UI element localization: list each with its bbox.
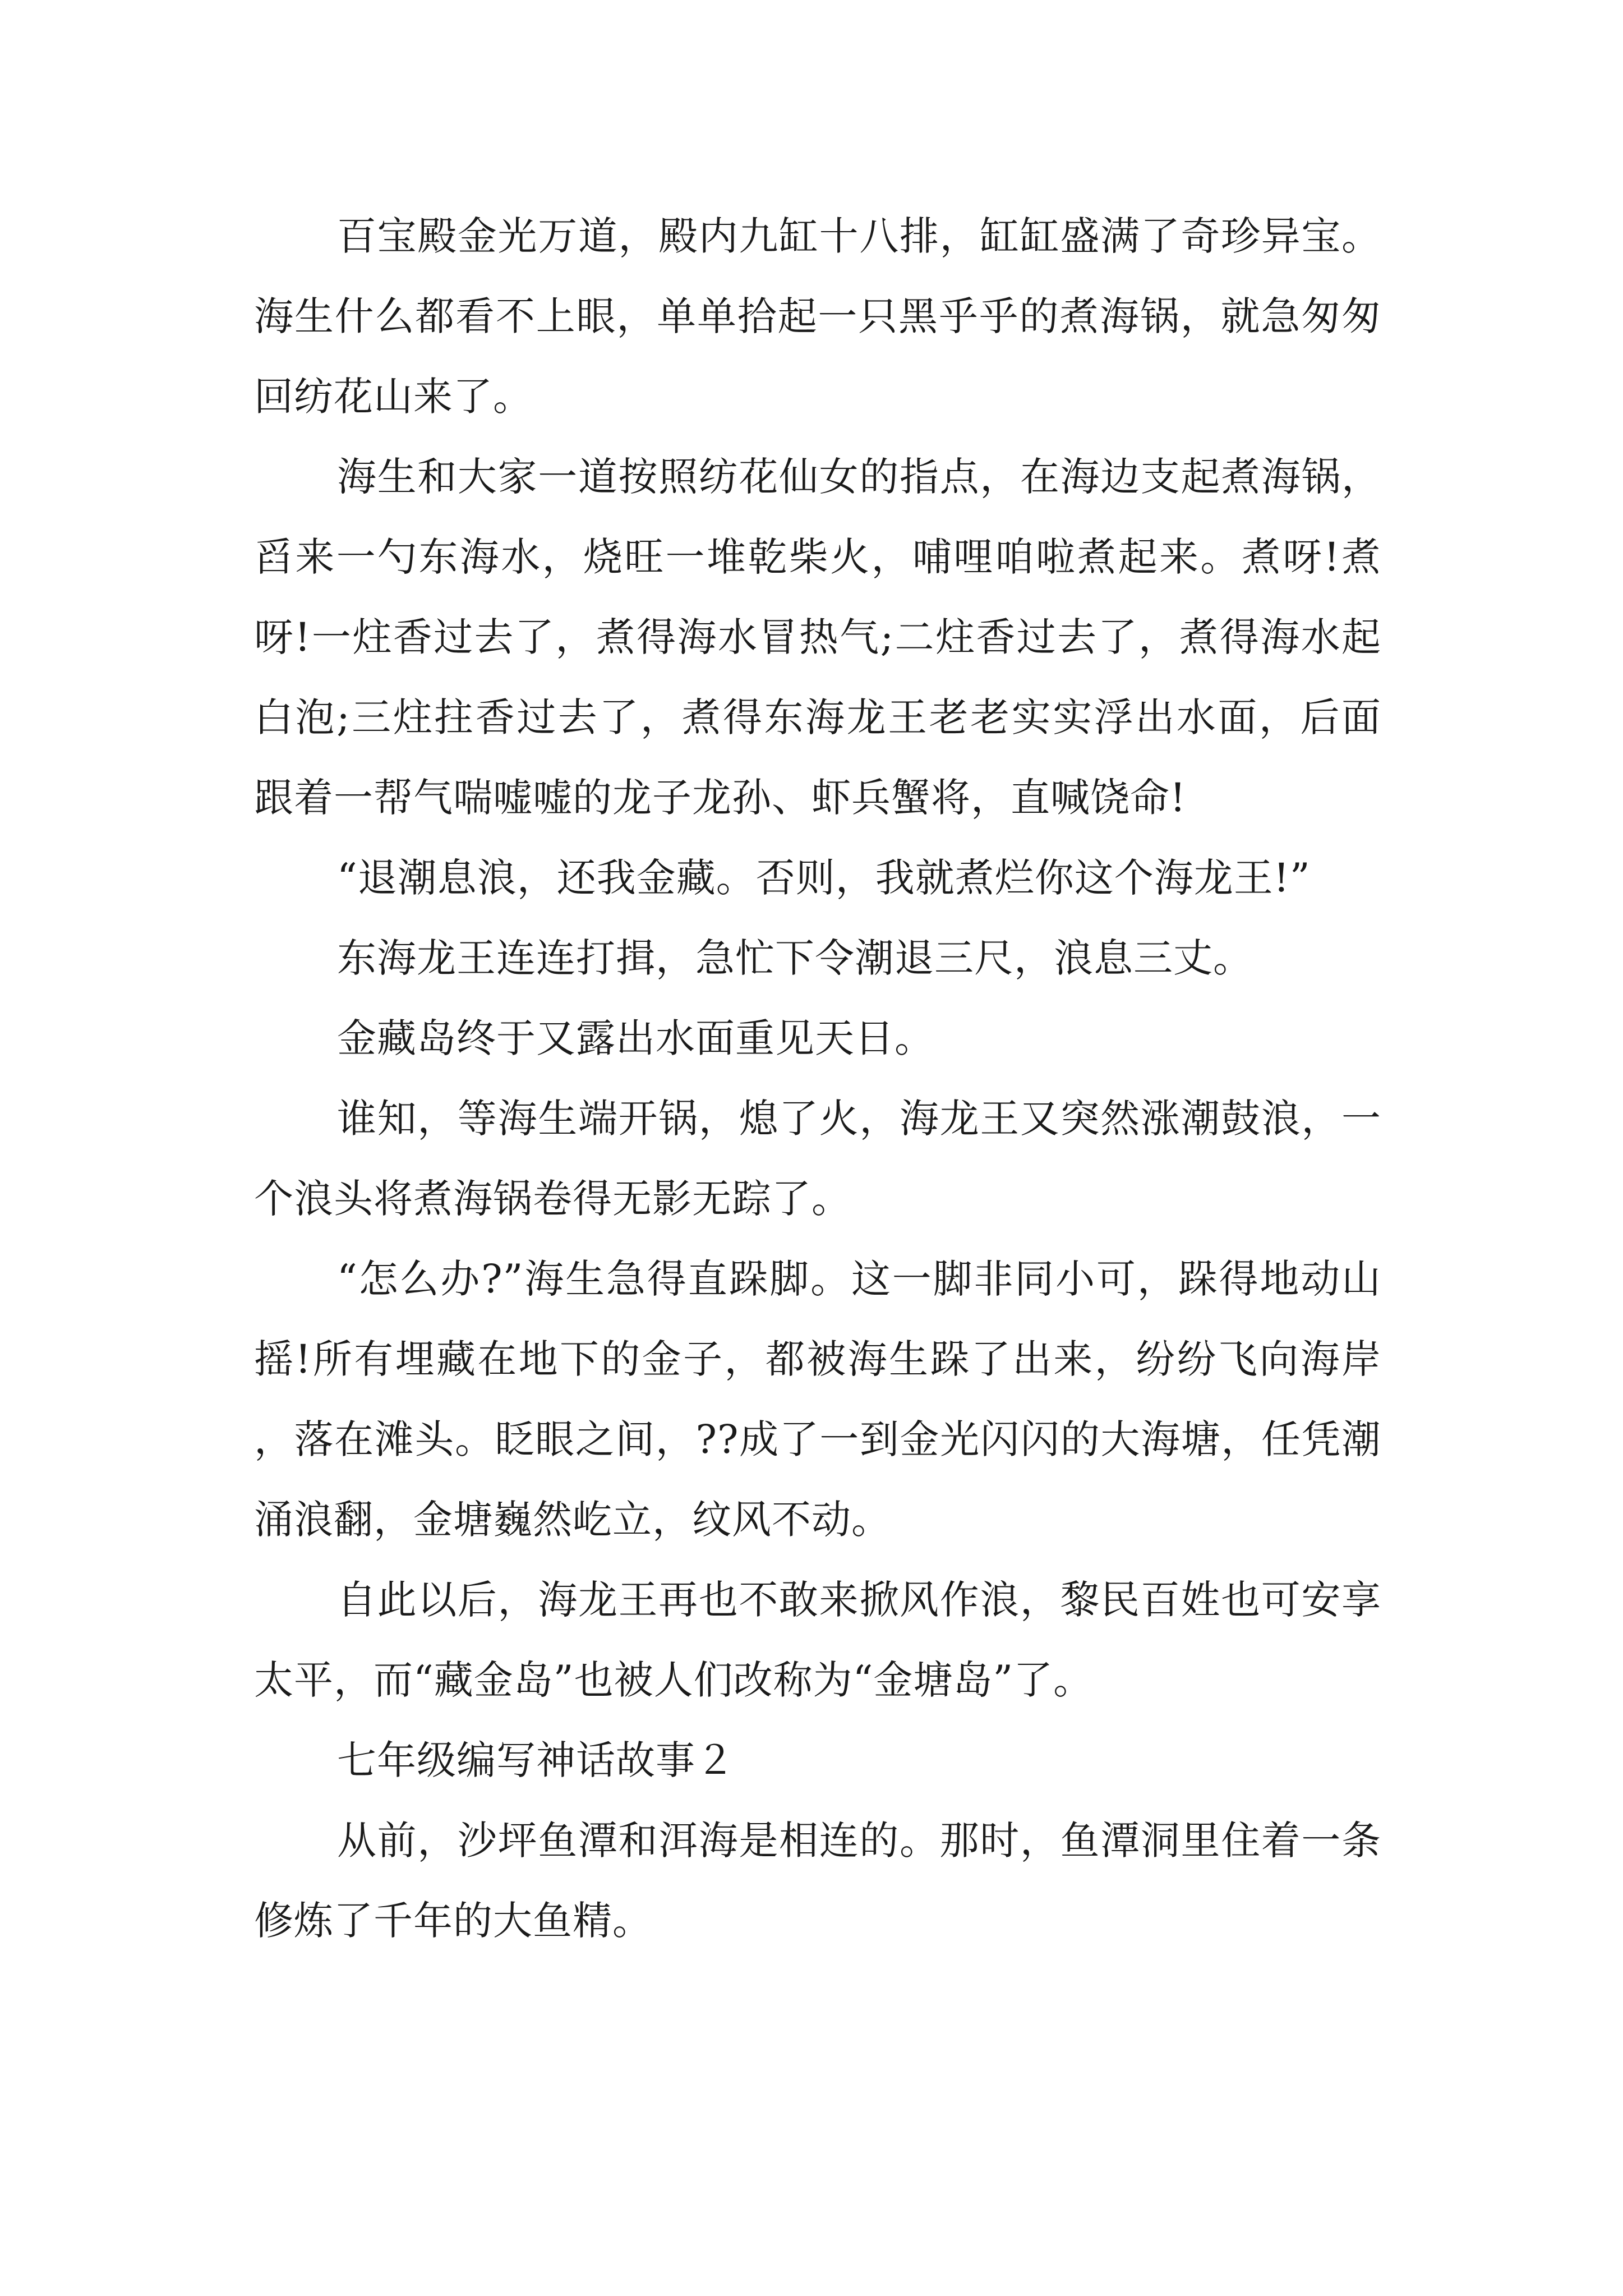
paragraph-golden-dike: “怎么办?”海生急得直跺脚。这一脚非同小可，跺得地动山摇!所有埋藏在地下的金子，都被海生跺了出来，纷纷飞向海岸，落在滩头。眨眼之间，??成了一到金光闪闪的大海塘，任凭潮涌浪翻，金塘巍然屹立，纹风不动。 (254, 1256, 1381, 1543)
paragraph-fish-spirit: 从前，沙坪鱼潭和洱海是相连的。那时，鱼潭洞里住着一条修炼了千年的大鱼精。 (254, 1818, 1381, 1944)
document-body (254, 196, 1381, 1961)
paragraph-demand-quote: “退潮息浪，还我金藏。否则，我就煮烂你这个海龙王!” (337, 855, 1311, 901)
section-heading: 七年级编写神话故事２ (337, 1737, 735, 1783)
paragraph-island-reappears: 金藏岛终于又露出水面重见天日。 (337, 1015, 934, 1061)
paragraph-wave-takes-pot: 谁知，等海生端开锅，熄了火，海龙王又突然涨潮鼓浪，一个浪头将煮海锅卷得无影无踪了。 (254, 1096, 1381, 1222)
paragraph-boiling-sea: 海生和大家一道按照纺花仙女的指点，在海边支起煮海锅，舀来一勺东海水，烧旺一堆乾柴火，哺哩咱啦煮起来。煮呀!煮呀!一炷香过去了，煮得海水冒热气;二炷香过去了，煮得海水起白泡;三炷拄香过去了，煮得东海龙王老老实实浮出水面，后面跟着一帮气喘嘘嘘的龙子龙孙、虾兵蟹将，直喊饶命! (254, 454, 1381, 821)
paragraph-dragon-king-retreats: 东海龙王连连打揖，急忙下令潮退三尺，浪息三丈。 (337, 935, 1253, 981)
paragraph-treasure-hall: 百宝殿金光万道，殿内九缸十八排，缸缸盛满了奇珍异宝。海生什么都看不上眼，单单拾起一只黑乎乎的煮海锅，就急匆匆回纺花山来了。 (254, 213, 1381, 420)
paragraph-peace-restored: 自此以后，海龙王再也不敢来掀风作浪，黎民百姓也可安享太平，而“藏金岛”也被人们改称为“金塘岛”了。 (254, 1577, 1381, 1703)
